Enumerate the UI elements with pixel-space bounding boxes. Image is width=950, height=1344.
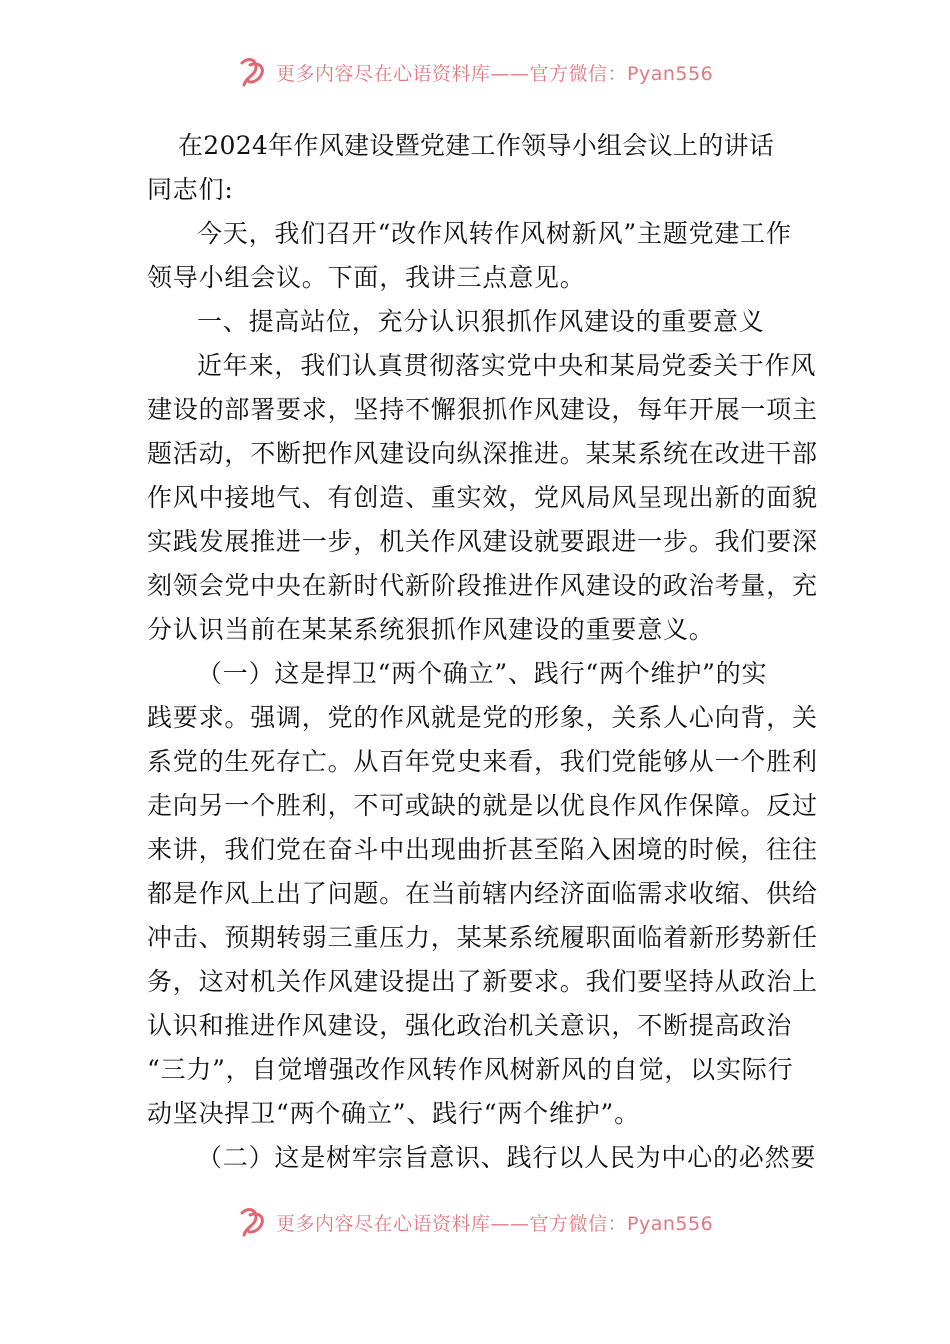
paragraph-line: 冲击、预期转弱三重压力，某某系统履职面临着新形势新任: [147, 923, 818, 952]
paragraph-line: 来讲，我们党在奋斗中出现曲折甚至陷入困境的时候，往往: [147, 835, 818, 864]
section-heading: 一、提高站位，充分认识狠抓作风建设的重要意义: [197, 307, 765, 336]
paragraph-line: 走向另一个胜利，不可或缺的就是以优良作风作保障。反过: [147, 791, 818, 820]
brand-logo-icon: [236, 1205, 270, 1239]
subsection-heading: （二）这是树牢宗旨意识、践行以人民为中心的必然要: [197, 1143, 817, 1172]
paragraph-line: 践要求。强调，党的作风就是党的形象，关系人心向背，关: [147, 703, 818, 732]
paragraph-line: 务，这对机关作风建设提出了新要求。我们要坚持从政治上: [147, 967, 818, 996]
paragraph-line: 刻领会党中央在新时代新阶段推进作风建设的政治考量，充: [147, 571, 818, 600]
paragraph-line: 今天，我们召开“改作风转作风树新风”主题党建工作: [197, 219, 792, 248]
subsection-heading: （一）这是捍卫“两个确立”、践行“两个维护”的实: [197, 659, 768, 688]
salutation: 同志们:: [147, 175, 234, 204]
brand-logo-icon: [236, 55, 270, 89]
paragraph-line: 题活动，不断把作风建设向纵深推进。某某系统在改进干部: [147, 439, 818, 468]
watermark-bottom: [236, 1205, 736, 1239]
paragraph-line: 作风中接地气、有创造、重实效，党风局风呈现出新的面貌: [147, 483, 818, 512]
paragraph-line: “三力”，自觉增强改作风转作风树新风的自觉，以实际行: [147, 1055, 794, 1084]
paragraph-line: 都是作风上出了问题。在当前辖内经济面临需求收缩、供给: [147, 879, 818, 908]
watermark-text: 更多内容尽在心语资料库——官方微信：Pyan556: [276, 62, 714, 85]
paragraph-line: 建设的部署要求，坚持不懈狠抓作风建设，每年开展一项主: [147, 395, 818, 424]
paragraph-line: 领导小组会议。下面，我讲三点意见。: [147, 263, 586, 292]
paragraph-line: 系党的生死存亡。从百年党史来看，我们党能够从一个胜利: [147, 747, 818, 776]
paragraph-line: 动坚决捍卫“两个确立”、践行“两个维护”。: [147, 1099, 640, 1128]
watermark-text: 更多内容尽在心语资料库——官方微信：Pyan556: [276, 1212, 714, 1235]
paragraph-line: 实践发展推进一步，机关作风建设就要跟进一步。我们要深: [147, 527, 818, 556]
paragraph-line: 分认识当前在某某系统狠抓作风建设的重要意义。: [147, 615, 715, 644]
paragraph-line: 认识和推进作风建设，强化政治机关意识，不断提高政治: [147, 1011, 793, 1040]
paragraph-line: 近年来，我们认真贯彻落实党中央和某局党委关于作风: [197, 351, 817, 380]
document-title: 在2024年作风建设暨党建工作领导小组会议上的讲话: [178, 131, 775, 160]
watermark-top: [236, 55, 736, 89]
